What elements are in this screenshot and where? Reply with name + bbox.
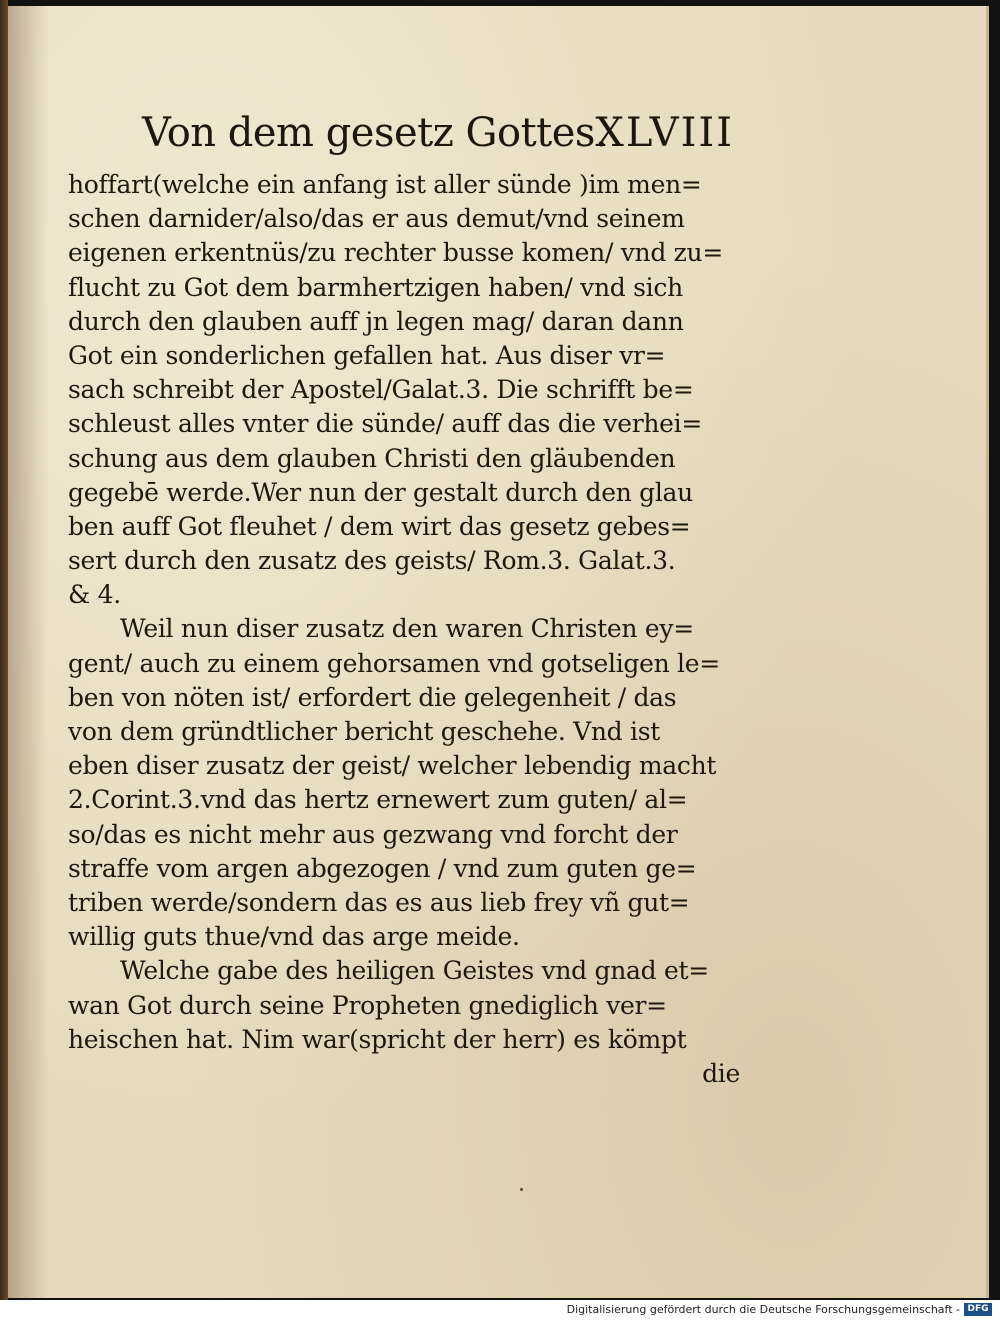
text-line: triben werde/sondern das es aus lieb frey vñ gut= — [68, 887, 690, 917]
text-line: Got ein sonderlichen gefallen hat. Aus diser vr= — [68, 340, 666, 370]
footer-bar — [0, 1300, 1000, 1320]
paper-speck — [520, 1188, 523, 1191]
page-gutter-shadow — [8, 6, 48, 1298]
text-line: so/das es nicht mehr aus gezwang vnd forcht der — [68, 819, 678, 849]
text-line: ben auff Got fleuhet / dem wirt das gesetz gebes= — [68, 511, 691, 541]
paragraph-start-line: Weil nun diser zusatz den waren Christen ey= — [120, 614, 694, 644]
text-line: schen darnider/also/das er aus demut/vnd seinem — [68, 204, 685, 234]
text-line: eben diser zusatz der geist/ welcher lebendig macht — [68, 751, 717, 781]
folio-number: XLVIII — [595, 110, 734, 156]
text-line: flucht zu Got dem barmhertzigen haben/ vnd sich — [68, 272, 683, 302]
page-header — [142, 110, 742, 170]
text-line: heischen hat. Nim war(spricht der herr) es kömpt — [68, 1024, 687, 1054]
text-line: sert durch den zusatz des geists/ Rom.3. Galat.3. — [68, 546, 676, 576]
text-line: hoffart(welche ein anfang ist aller sünde )im men= — [68, 170, 702, 199]
text-line: & 4. — [68, 580, 121, 610]
text-block — [68, 168, 748, 1091]
text-line: schung aus dem glauben Christi den gläubenden — [68, 443, 676, 473]
running-title: Von dem gesetz Gottes. — [142, 110, 608, 156]
text-line: ben von nöten ist/ erfordert die gelegenheit / das — [68, 682, 677, 712]
text-line: willig guts thue/vnd das arge meide. — [68, 922, 520, 952]
dfg-logo-icon: DFG — [964, 1303, 992, 1316]
text-line: 2.Corint.3.vnd das hertz ernewert zum guten/ al= — [68, 785, 688, 815]
text-line: eigenen erkentnüs/zu rechter busse komen/ vnd zu= — [68, 238, 724, 268]
text-line: von dem gründtlicher bericht geschehe. Vnd ist — [68, 717, 660, 746]
funding-credit: Digitalisierung gefördert durch die Deutsche Forschungsgemeinschaft - — [566, 1303, 960, 1316]
text-line: gent/ auch zu einem gehorsamen vnd gotseligen le= — [68, 648, 720, 678]
text-line: schleust alles vnter die sünde/ auff das die verhei= — [68, 409, 703, 439]
text-line: durch den glauben auff jn legen mag/ daran dann — [68, 306, 684, 336]
text-line: gegebē werde.Wer nun der gestalt durch den glau — [68, 477, 693, 507]
text-line: sach schreibt der Apostel/Galat.3. Die schrifft be= — [68, 375, 694, 405]
catchword: die — [702, 1058, 740, 1088]
book-edge — [0, 0, 8, 1300]
text-line: straffe vom argen abgezogen / vnd zum guten ge= — [68, 853, 697, 883]
paragraph-start-line: Welche gabe des heiligen Geistes vnd gnad et= — [120, 956, 709, 986]
text-line: wan Got durch seine Propheten gnediglich ver= — [68, 990, 667, 1020]
